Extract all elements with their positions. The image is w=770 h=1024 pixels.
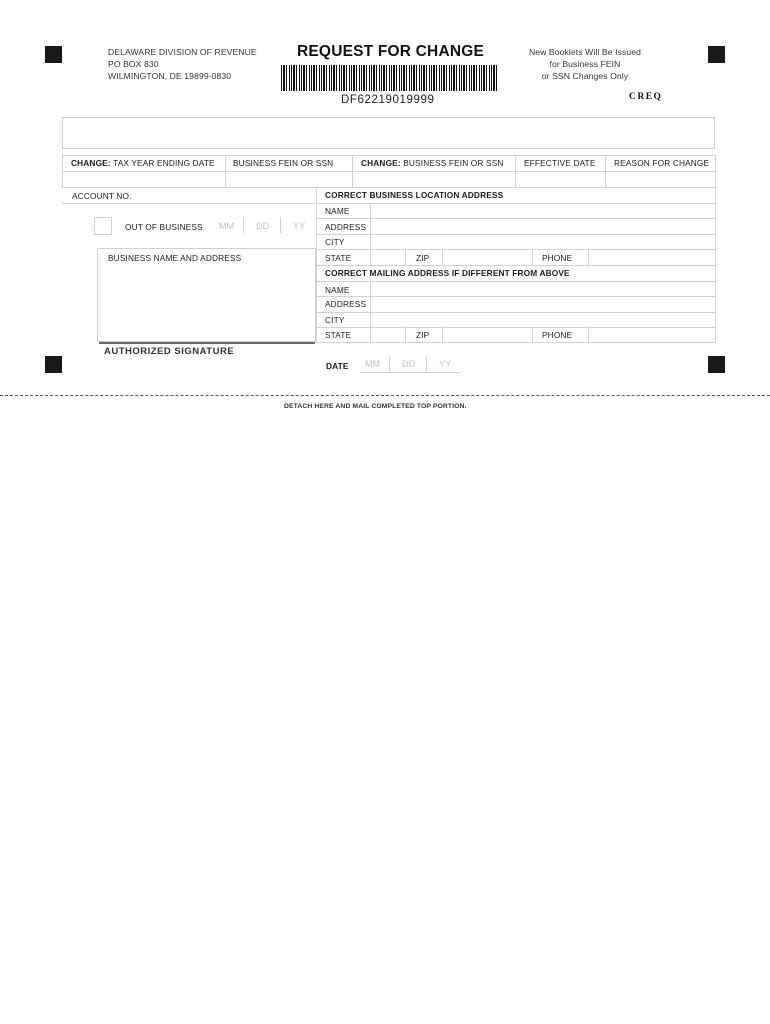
mailing-zip-label: ZIP [416, 330, 430, 340]
account-no-label: ACCOUNT NO. [72, 191, 132, 201]
location-state-label: STATE [325, 253, 352, 263]
mailing-address-label: ADDRESS [325, 299, 367, 309]
location-name-input[interactable] [370, 203, 715, 218]
tax-year-ending-label [71, 158, 215, 168]
reason-for-change-label: REASON FOR CHANGE [614, 158, 710, 168]
note-line-3: or SSN Changes Only [541, 71, 629, 81]
business-name-address-label: BUSINESS NAME AND ADDRESS [108, 253, 242, 263]
detach-line [0, 395, 770, 396]
tax-year-ending-text: TAX YEAR ENDING DATE [110, 158, 215, 168]
barcode [281, 65, 499, 91]
location-phone-input[interactable] [588, 249, 715, 265]
business-fein-label: BUSINESS FEIN OR SSN [233, 158, 334, 168]
location-address-heading: CORRECT BUSINESS LOCATION ADDRESS [325, 190, 504, 200]
effective-date-input[interactable] [515, 171, 605, 187]
location-name-label: NAME [325, 206, 350, 216]
signature-date-label: DATE [326, 361, 349, 371]
blank-entry-box[interactable] [62, 117, 715, 149]
signature-date-month[interactable]: MM [365, 359, 381, 369]
agency-name: DELAWARE DIVISION OF REVENUE [108, 47, 257, 57]
mailing-name-input[interactable] [370, 281, 715, 296]
location-phone-label: PHONE [542, 253, 573, 263]
out-of-business-year[interactable]: YY [293, 221, 306, 231]
registration-mark-bottom-right [708, 356, 725, 373]
change-prefix: CHANGE: [71, 158, 111, 168]
authorized-signature-label: AUTHORIZED SIGNATURE [104, 346, 235, 357]
form-title: REQUEST FOR CHANGE [297, 43, 485, 60]
tax-year-ending-input[interactable] [62, 171, 225, 187]
new-fein-input[interactable] [352, 171, 515, 187]
agency-address [108, 46, 257, 82]
mailing-state-label: STATE [325, 330, 352, 340]
form-number: DF62219019999 [341, 94, 435, 106]
mailing-zip-input[interactable] [442, 327, 532, 342]
note-line-1: New Booklets Will Be Issued [528, 47, 642, 57]
agency-city: WILMINGTON, DE 19899-0830 [108, 71, 232, 81]
location-address-label: ADDRESS [325, 222, 367, 232]
signature-line[interactable] [99, 342, 315, 344]
out-of-business-month[interactable]: MM [219, 221, 235, 231]
registration-mark-bottom-left [45, 356, 62, 373]
change-fein-label [361, 158, 504, 168]
business-fein-input[interactable] [225, 171, 352, 187]
mailing-state-input[interactable] [370, 327, 406, 342]
detach-instruction: DETACH HERE AND MAIL COMPLETED TOP PORTION. [284, 403, 467, 410]
mailing-city-label: CITY [325, 315, 345, 325]
out-of-business-day[interactable]: DD [256, 221, 270, 231]
agency-po-box: PO BOX 830 [108, 59, 159, 69]
location-zip-label: ZIP [416, 253, 430, 263]
change-fein-text: BUSINESS FEIN OR SSN [400, 158, 504, 168]
location-city-input[interactable] [370, 234, 715, 249]
registration-mark-top-right [708, 46, 725, 63]
location-zip-input[interactable] [442, 249, 532, 265]
effective-date-label: EFFECTIVE DATE [524, 158, 596, 168]
mailing-name-label: NAME [325, 285, 350, 295]
registration-mark-top-left [45, 46, 62, 63]
location-city-label: CITY [325, 237, 345, 247]
mailing-address-input[interactable] [370, 296, 715, 312]
signature-date-day[interactable]: DD [402, 359, 416, 369]
booklet-note [515, 46, 655, 82]
location-address-input[interactable] [370, 218, 715, 234]
mailing-phone-input[interactable] [588, 327, 715, 342]
mailing-address-heading: CORRECT MAILING ADDRESS IF DIFFERENT FROM ABOVE [325, 268, 570, 278]
change-prefix-2: CHANGE: [361, 158, 401, 168]
mailing-city-input[interactable] [370, 312, 715, 327]
out-of-business-label: OUT OF BUSINESS [125, 222, 203, 232]
note-line-2: for Business FEIN [549, 59, 621, 69]
form-code: CREQ [629, 92, 663, 102]
location-state-input[interactable] [370, 249, 406, 265]
mailing-phone-label: PHONE [542, 330, 573, 340]
out-of-business-checkbox[interactable] [94, 217, 112, 235]
reason-for-change-input[interactable] [605, 171, 715, 187]
signature-date-year[interactable]: YY [439, 359, 452, 369]
